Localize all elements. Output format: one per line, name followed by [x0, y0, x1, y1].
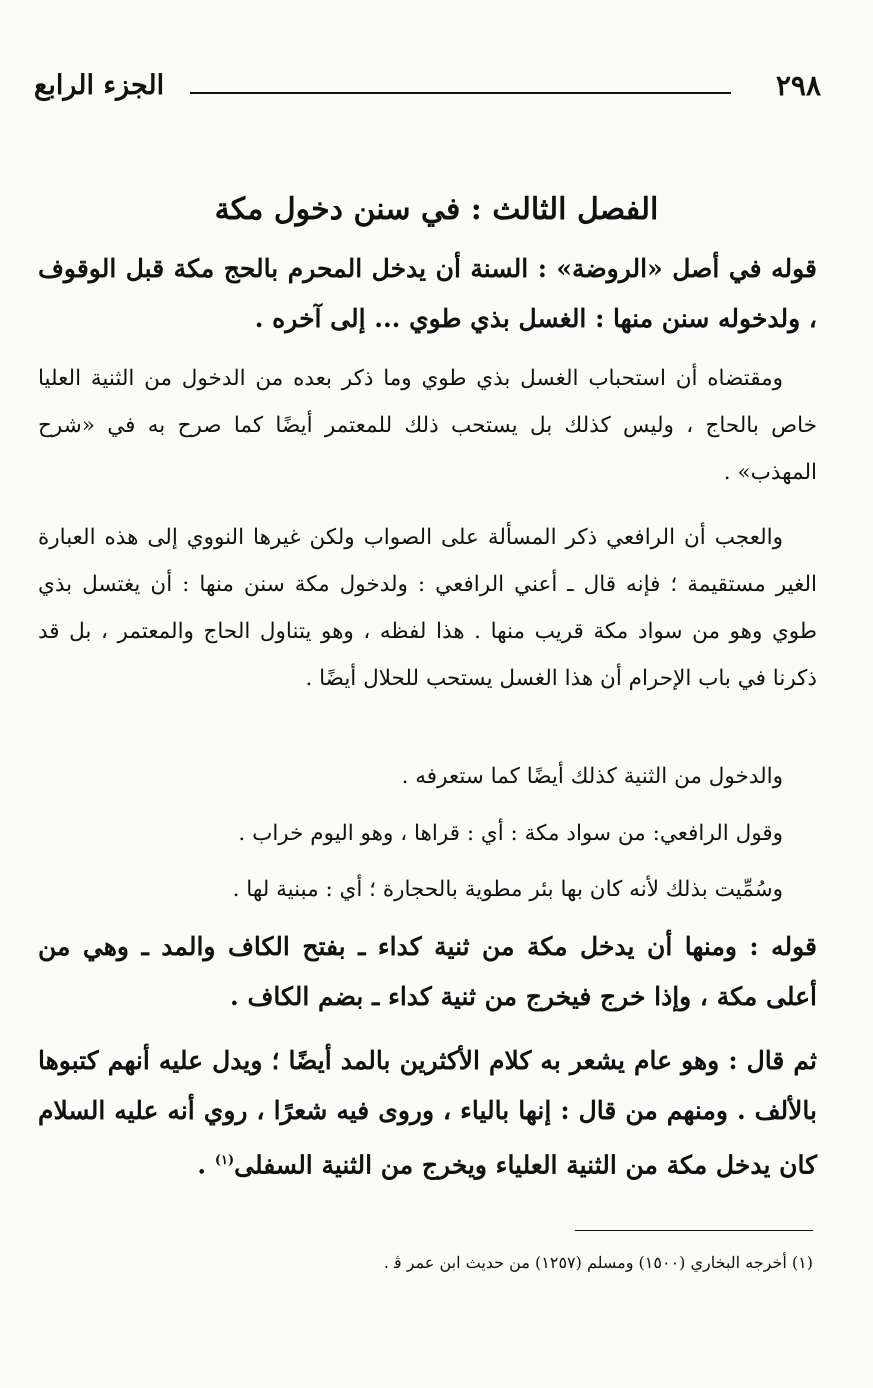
header-rule — [190, 92, 731, 94]
footnote-marker: (١) — [214, 1153, 235, 1168]
paragraph-8-text: ثم قال : وهو عام يشعر به كلام الأكثرين بالمد أيضًا ؛ ويدل عليه أنهم كتبوها بالألف . ومنهم من قال : إنها بالياء ، وروى فيه شعرًا ، روي أنه عليه السلام كان يدخل مكة من الثنية العلياء ويخرج من الثنية السفلى — [38, 1046, 817, 1180]
paragraph-8 — [38, 1036, 817, 1190]
paragraph-7: قوله : ومنها أن يدخل مكة من ثنية كداء ـ بفتح الكاف والمد ـ وهي من أعلى مكة ، وإذا خرج فيخرج من ثنية كداء ـ بضم الكاف . — [38, 932, 817, 1011]
paragraph-4: والدخول من الثنية كذلك أيضًا كما ستعرفه . — [401, 764, 783, 789]
page-number: ٢٩٨ — [775, 69, 821, 102]
paragraph-6: وسُمِّيت بذلك لأنه كان بها بئر مطوية بالحجارة ؛ أي : مبنية لها . — [232, 877, 783, 902]
paragraph-3: والعجب أن الرافعي ذكر المسألة على الصواب ولكن غيرها النووي إلى هذه العبارة الغير مستقيمة ؛ فإنه قال ـ أعني الرافعي : ولدخول مكة سنن منها : أن يغتسل بذي طوي وهو من سواد مكة قريب منها . هذا لفظه ، وهو يتناول الحاج والمعتمر ، بل قد ذكرنا في باب الإحرام أن هذا الغسل يستحب للحلال أيضًا . — [38, 525, 817, 691]
paragraph-1: قوله في أصل «الروضة» : السنة أن يدخل المحرم بالحج مكة قبل الوقوف ، ولدخوله سنن منها : الغسل بذي طوي ... إلى آخره . — [38, 254, 817, 333]
running-title: الجزء الرابع — [34, 70, 165, 101]
chapter-title: الفصل الثالث : في سنن دخول مكة — [214, 192, 659, 227]
paragraph-5: وقول الرافعي: من سواد مكة : أي : قراها ، وهو اليوم خراب . — [238, 821, 783, 846]
paragraph-2: ومقتضاه أن استحباب الغسل بذي طوي وما ذكر بعده من الدخول من الثنية العليا خاص بالحاج ، وليس كذلك بل يستحب ذلك للمعتمر أيضًا كما صرح به في «شرح المهذب» . — [38, 366, 817, 485]
footnote: (١) أخرجه البخاري (١٥٠٠) ومسلم (١٢٥٧) من حديث ابن عمر ﭬ . — [383, 1253, 813, 1272]
paragraph-8-end: . — [197, 1150, 215, 1180]
footnote-rule — [575, 1230, 813, 1231]
